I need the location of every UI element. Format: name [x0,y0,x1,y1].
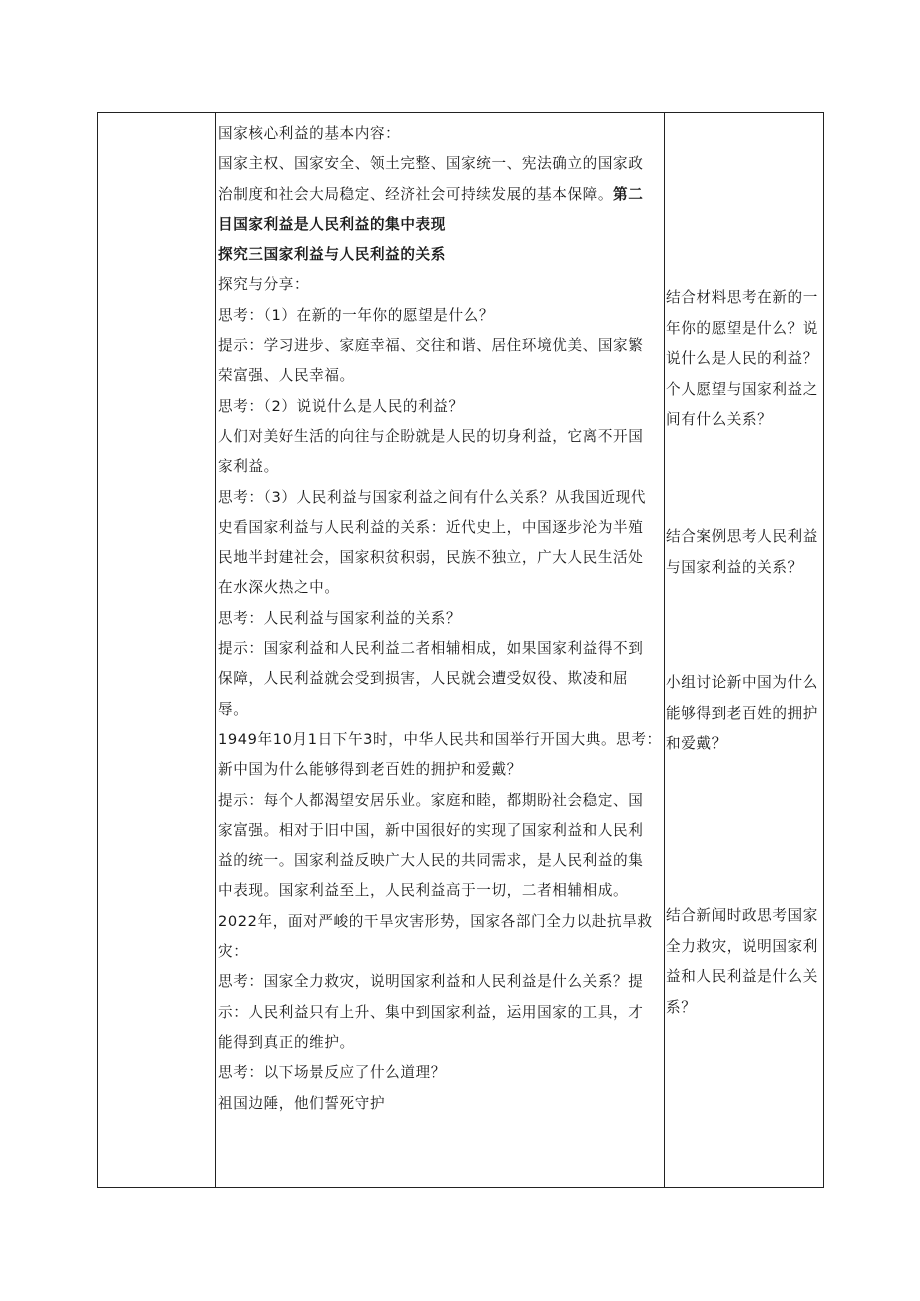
content-text: 示：人民利益只有上升、集中到国家利益，运用国家的工具，才 [218,1003,644,1021]
content-text: 思考：（1）在新的一年你的愿望是什么？ [218,306,495,324]
content-line [218,483,662,513]
note-line: 结合新闻时政思考国家 [666,907,818,924]
content-text: 思考：以下场景反应了什么道理？ [218,1064,446,1082]
content-text: 新中国为什么能够得到老百姓的拥护和爱戴？ [218,761,522,779]
note-line: 结合材料思考在新的一 [666,289,818,306]
content-text: 国家主权、国家安全、领土完整、国家统一、宪法确立的国家政 [218,155,644,173]
content-text: 探究三国家利益与人民利益的关系 [218,246,446,264]
content-text: 家富强。相对于旧中国，新中国很好的实现了国家利益和人民利 [218,821,644,839]
note-line: 系？ [666,998,697,1016]
content-line [218,876,662,906]
content-text: 1949年10月1日下午3时，中华人民共和国举行开国大典。思考： [218,730,662,748]
content-text: 治制度和社会大局稳定、经济社会可持续发展的基本保障。 [218,185,614,203]
content-text: 探究与分享： [218,276,310,294]
content-line [218,786,662,816]
content-text: 在水深火热之中。 [218,579,340,597]
content-line [218,240,662,270]
note-line: 和爱戴？ [666,735,727,752]
content-line [218,301,662,331]
lesson-content-cell [216,113,662,1119]
teacher-note-2 [666,522,823,583]
content-line [218,513,662,543]
content-text: 目国家利益是人民利益的集中表现 [218,215,446,233]
content-line [218,119,662,149]
note-line: 间有什么关系？ [666,411,773,428]
content-text: 荣富强、人民幸福。 [218,367,355,385]
note-line: 小组讨论新中国为什么 [666,674,818,691]
content-text: 2022年，面对严峻的干旱灾害形势，国家各部门全力以赴抗旱救 [218,912,653,930]
note-line: 年你的愿望是什么？说 [666,319,818,337]
content-text: 能得到真正的维护。 [218,1033,355,1051]
content-text: 国家核心利益的基本内容： [218,125,401,142]
lesson-table [97,112,824,1188]
note-line: 个人愿望与国家利益之 [666,380,818,398]
content-line [218,573,662,603]
content-line [218,816,662,846]
content-text: 思考：（3）人民利益与国家利益之间有什么关系？从我国近现代 [218,488,647,506]
content-text: 民地半封建社会，国家积贫积弱，民族不独立，广大人民生活处 [218,549,644,567]
content-text: 保障，人民利益就会受到损害，人民就会遭受奴役、欺凌和屈 [218,670,629,688]
content-line [218,422,662,452]
teacher-note-3 [666,668,823,760]
content-line [218,361,662,391]
content-line [218,180,662,210]
content-line [218,725,662,755]
content-text: 家利益。 [218,458,279,476]
content-line [218,270,662,300]
content-line [218,210,662,240]
content-line [218,604,662,634]
content-line [218,998,662,1028]
note-line: 说什么是人民的利益？ [666,350,818,367]
content-text: 思考：（2）说说什么是人民的利益？ [218,397,464,415]
content-line [218,1089,662,1119]
content-line [218,967,662,997]
content-line [218,755,662,785]
column-divider [664,113,665,1187]
content-text: 思考：人民利益与国家利益的关系？ [218,609,462,627]
note-line: 结合案例思考人民利益 [666,528,818,545]
note-line: 与国家利益的关系？ [666,558,803,576]
content-text: 祖国边陲，他们誓死守护 [218,1094,386,1112]
content-text: 人们对美好生活的向往与企盼就是人民的切身利益，它离不开国 [218,427,644,445]
content-text: 辱。 [218,700,249,718]
content-text: 中表现。国家利益至上，人民利益高于一切，二者相辅相成。 [218,882,629,900]
content-line [218,634,662,664]
teacher-note-4 [666,901,823,1023]
content-line [218,907,662,937]
section-heading-fragment: 第二 [613,185,644,203]
note-line: 全力救灾，说明国家利 [666,937,818,955]
content-text: 提示：每个人都渴望安居乐业。家庭和睦，都期盼社会稳定、国 [218,791,644,809]
teacher-note-1 [666,283,823,436]
content-line [218,937,662,967]
content-text: 益的统一。国家利益反映广大人民的共同需求，是人民利益的集 [218,852,644,870]
content-line [218,149,662,179]
content-text: 灾： [218,943,249,961]
content-line [218,664,662,694]
content-line [218,695,662,725]
content-text: 提示：国家利益和人民利益二者相辅相成，如果国家利益得不到 [218,640,644,658]
content-line [218,1028,662,1058]
content-line [218,331,662,361]
content-line [218,846,662,876]
content-line [218,392,662,422]
content-text: 思考：国家全力救灾，说明国家利益和人民利益是什么关系？提 [218,973,644,991]
content-text: 史看国家利益与人民利益的关系：近代史上，中国逐步沦为半殖 [218,518,644,536]
note-line: 能够得到老百姓的拥护 [666,704,818,722]
content-text: 提示：学习进步、家庭幸福、交往和谐、居住环境优美、国家繁 [218,337,644,355]
content-line [218,543,662,573]
note-line: 益和人民利益是什么关 [666,968,818,985]
content-line [218,452,662,482]
content-line [218,1058,662,1088]
